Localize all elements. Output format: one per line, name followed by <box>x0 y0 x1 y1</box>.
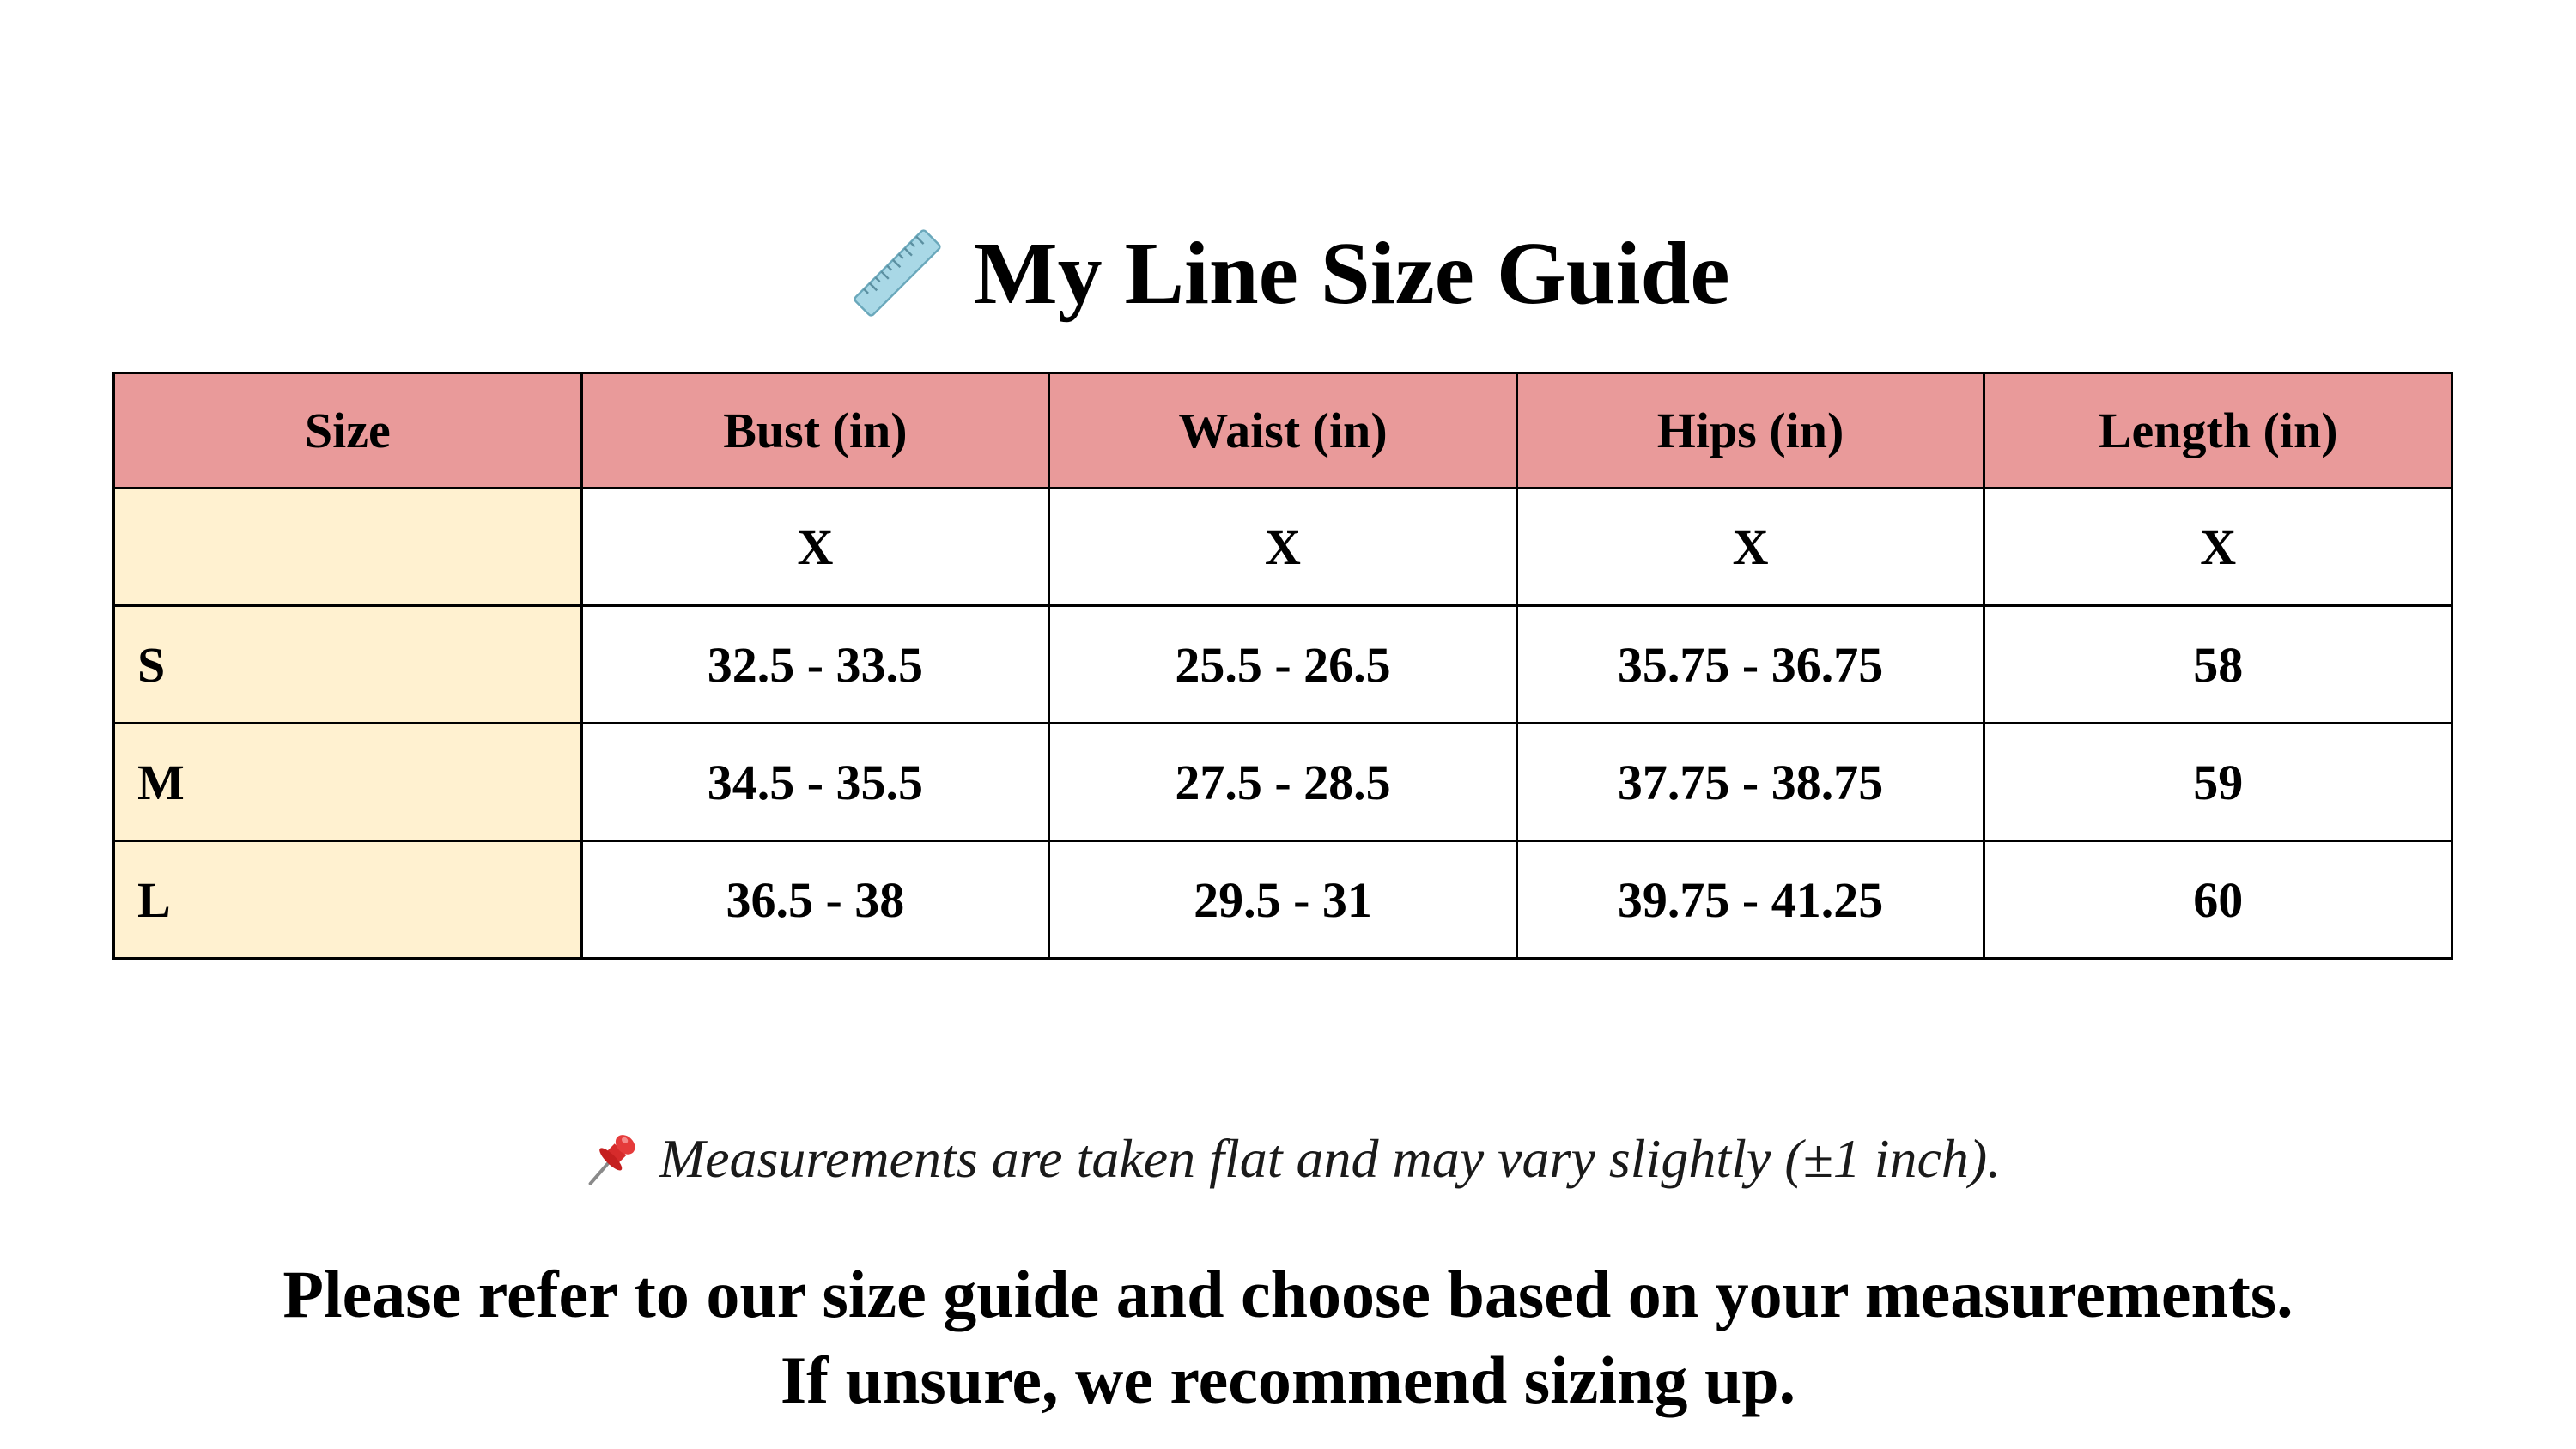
page-title <box>0 213 2576 333</box>
bust-cell: X <box>581 488 1049 606</box>
header-waist: Waist (in) <box>1049 373 1517 488</box>
bust-cell: 36.5 - 38 <box>581 841 1049 959</box>
hips-cell: 35.75 - 36.75 <box>1516 606 1984 724</box>
measurement-note-text: Measurements are taken flat and may vary slightly (±1 inch). <box>659 1128 2002 1189</box>
waist-cell: 27.5 - 28.5 <box>1049 724 1517 841</box>
bust-cell: 34.5 - 35.5 <box>581 724 1049 841</box>
header-size: Size <box>114 373 582 488</box>
length-cell: 58 <box>1984 606 2452 724</box>
advice-line-1: Please refer to our size guide and choose based on your measurements. <box>283 1257 2293 1331</box>
waist-cell: X <box>1049 488 1517 606</box>
hips-cell: 39.75 - 41.25 <box>1516 841 1984 959</box>
size-cell: S <box>114 606 582 724</box>
ruler-icon <box>846 221 949 324</box>
bust-cell: 32.5 - 33.5 <box>581 606 1049 724</box>
size-cell: M <box>114 724 582 841</box>
header-bust: Bust (in) <box>581 373 1049 488</box>
table-row <box>114 606 2452 724</box>
length-cell: 60 <box>1984 841 2452 959</box>
size-table <box>112 372 2453 960</box>
page-title-text: My Line Size Guide <box>973 223 1730 323</box>
header-hips: Hips (in) <box>1516 373 1984 488</box>
table-header-row <box>114 373 2452 488</box>
length-cell: 59 <box>1984 724 2452 841</box>
header-length: Length (in) <box>1984 373 2452 488</box>
size-cell: L <box>114 841 582 959</box>
length-cell: X <box>1984 488 2452 606</box>
advice-line-2: If unsure, we recommend sizing up. <box>780 1343 1796 1417</box>
table-row <box>114 724 2452 841</box>
measurement-note <box>0 1120 2576 1197</box>
waist-cell: 25.5 - 26.5 <box>1049 606 1517 724</box>
table-row <box>114 488 2452 606</box>
sizing-advice <box>0 1252 2576 1423</box>
pushpin-icon <box>575 1125 644 1193</box>
table-row <box>114 841 2452 959</box>
hips-cell: X <box>1516 488 1984 606</box>
hips-cell: 37.75 - 38.75 <box>1516 724 1984 841</box>
waist-cell: 29.5 - 31 <box>1049 841 1517 959</box>
size-cell <box>114 488 582 606</box>
